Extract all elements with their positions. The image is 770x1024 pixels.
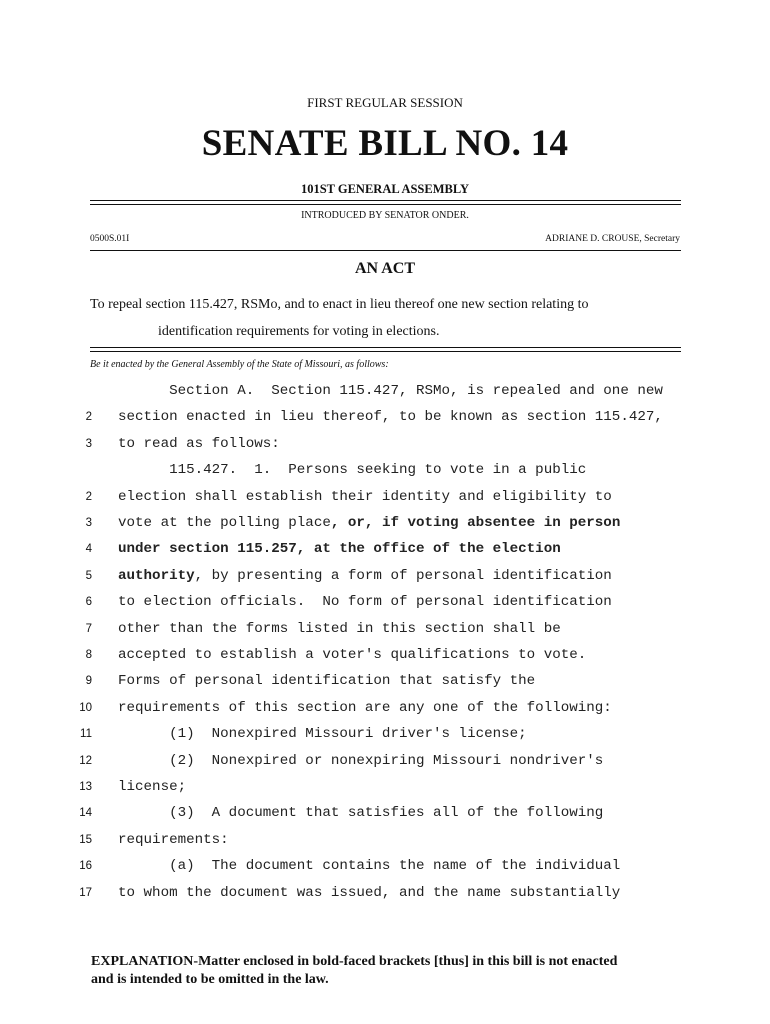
line-number: 5 <box>85 569 92 582</box>
line-number: 10 <box>79 701 92 714</box>
bill-text-line: to whom the document was issued, and the name substantially <box>118 884 621 901</box>
line-number: 6 <box>85 596 92 609</box>
bill-text-line: election shall establish their identity and eligibility to <box>118 488 612 505</box>
line-number: 3 <box>85 517 92 529</box>
bill-text-line: license; <box>118 779 187 795</box>
line-number: 15 <box>79 833 92 846</box>
explanation-line-2: and is intended to be omitted in the law. <box>91 972 329 987</box>
bill-title: SENATE BILL NO. 14 <box>201 123 569 164</box>
header-rule-top-1 <box>90 200 681 201</box>
enacting-rule-1 <box>90 347 681 348</box>
line-number: 16 <box>79 860 92 873</box>
bill-text-line: (2) Nonexpired or nonexpiring Missouri nondriver's <box>118 752 604 769</box>
line-number: 2 <box>85 490 92 503</box>
enacting-rule-2 <box>90 351 681 352</box>
act-title: AN ACT <box>354 260 415 277</box>
bill-text-line: (3) A document that satisfies all of the following <box>118 805 604 822</box>
line-number: 8 <box>85 649 92 661</box>
bill-text-line: Forms of personal identification that satisfy the <box>118 673 536 690</box>
bill-text-line: (a) The document contains the name of the individual <box>118 858 621 875</box>
bill-text-line <box>118 515 620 531</box>
line-number: 11 <box>80 728 92 741</box>
line-number: 17 <box>79 886 92 899</box>
bill-text-line <box>118 568 612 584</box>
header-rule-top-2 <box>90 204 681 205</box>
bill-text-line: to election officials. No form of personal identification <box>118 594 612 611</box>
bill-text-line: Section A. Section 115.427, RSMo, is repealed and one new <box>118 383 663 399</box>
assembly-label: 101ST GENERAL ASSEMBLY <box>300 182 470 196</box>
bill-text-segment: , or, if voting absentee in person <box>330 515 621 531</box>
line-number: 14 <box>79 807 92 820</box>
line-number: 4 <box>85 543 92 556</box>
header-rule-mid <box>90 250 681 251</box>
bill-text-line: (1) Nonexpired Missouri driver's license; <box>118 726 527 743</box>
secretary-name: ADRIANE D. CROUSE, Secretary <box>545 234 680 244</box>
bill-text-segment: authority <box>118 567 195 584</box>
bill-text-line: section enacted in lieu thereof, to be known as section 115.427, <box>118 409 663 426</box>
line-number: 13 <box>79 781 92 793</box>
bill-text-line: under section 115.257, at the office of the election <box>118 541 561 558</box>
line-number: 7 <box>85 622 92 635</box>
introduced-by: INTRODUCED BY SENATOR ONDER. <box>301 210 469 221</box>
bill-text-segment: , by presenting a form of personal identification <box>194 567 612 584</box>
act-description-line-2: identification requirements for voting in elections. <box>158 324 440 339</box>
bill-text-segment: vote at the polling place <box>118 515 331 531</box>
line-number: 3 <box>85 437 92 450</box>
enacting-clause: Be it enacted by the General Assembly of the State of Missouri, as follows: <box>90 359 389 370</box>
session-label: FIRST REGULAR SESSION <box>307 95 463 110</box>
act-description <box>90 291 680 345</box>
line-number: 2 <box>85 411 92 424</box>
bill-text-line: other than the forms listed in this section shall be <box>118 620 561 637</box>
line-number: 9 <box>85 675 92 688</box>
act-description-line-1: To repeal section 115.427, RSMo, and to enact in lieu thereof one new section relating to <box>90 297 589 312</box>
bill-text-line: requirements: <box>118 831 229 848</box>
bill-text-line: 115.427. 1. Persons seeking to vote in a public <box>118 462 587 479</box>
bill-text-line: accepted to establish a voter's qualifications to vote. <box>118 647 587 663</box>
explanation-note <box>91 953 691 989</box>
explanation-line-1: EXPLANATION-Matter enclosed in bold-faced brackets [thus] in this bill is not enacted <box>91 954 618 969</box>
line-number: 12 <box>79 754 92 767</box>
bill-text-line: to read as follows: <box>118 435 280 452</box>
bill-number: 0500S.01I <box>90 234 130 244</box>
bill-text-line: requirements of this section are any one of the following: <box>118 699 612 716</box>
